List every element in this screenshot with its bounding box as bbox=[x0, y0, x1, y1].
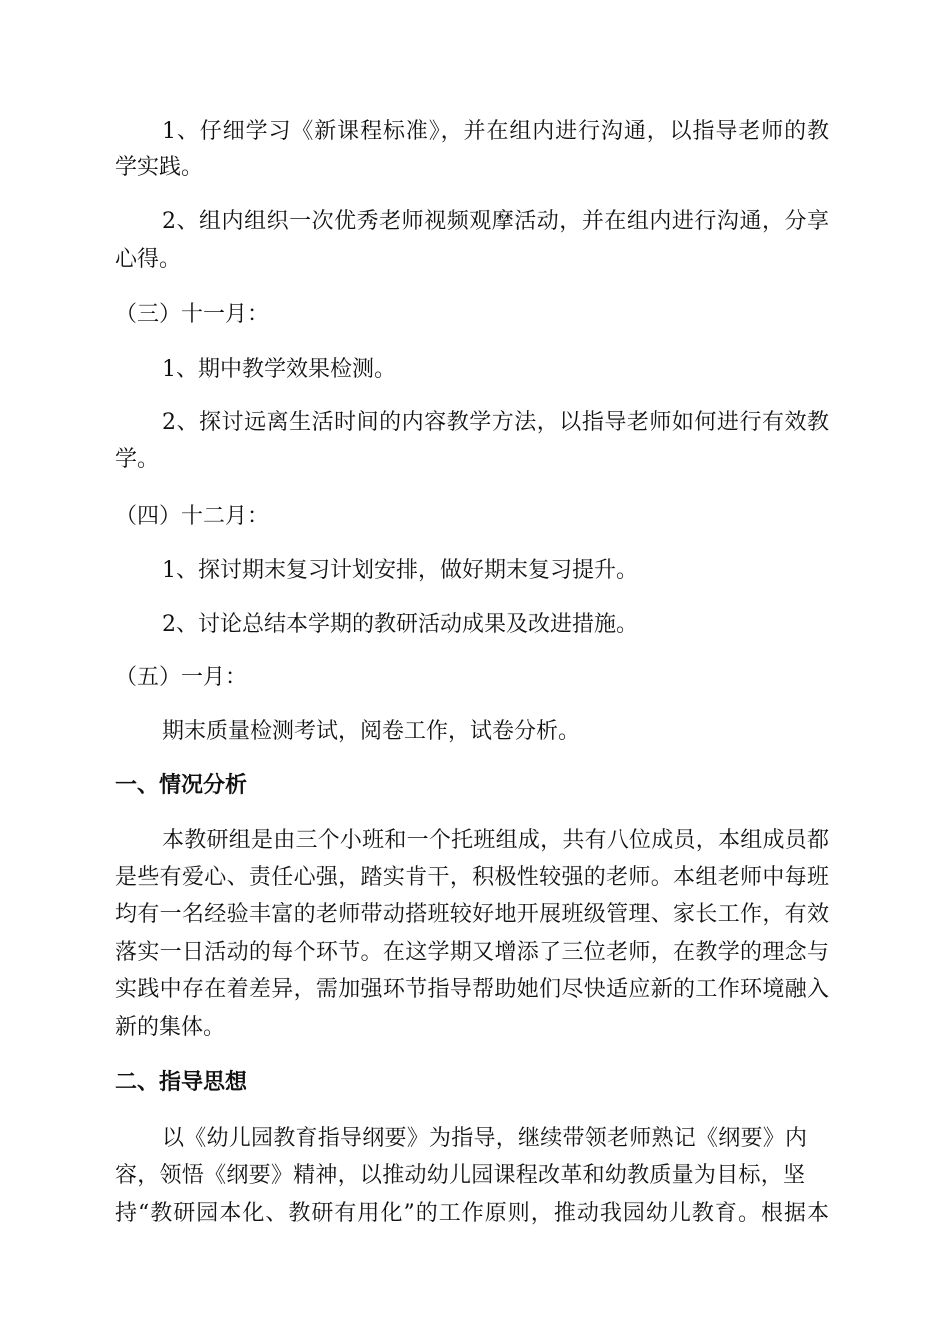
body-line: 学。 bbox=[115, 447, 160, 472]
section-heading-situation-analysis: 一、情况分析 bbox=[115, 773, 248, 798]
body-line: 期末质量检测考试，阅卷工作，试卷分析。 bbox=[162, 719, 581, 744]
body-line: 以《幼儿园教育指导纲要》为指导，继续带领老师熟记《纲要》内 bbox=[162, 1126, 807, 1151]
body-line: 落实一日活动的每个环节。在这学期又增添了三位老师，在教学的理念与 bbox=[115, 940, 829, 965]
subheading-december: （四）十二月： bbox=[115, 504, 270, 529]
body-line: 是些有爱心、责任心强，踏实肯干，积极性较强的老师。本组老师中每班 bbox=[115, 865, 829, 890]
body-line: 本教研组是由三个小班和一个托班组成，共有八位成员，本组成员都 bbox=[162, 828, 829, 853]
body-line: 1、探讨期末复习计划安排，做好期末复习提升。 bbox=[162, 558, 638, 583]
body-line: 持“教研园本化、教研有用化”的工作原则，推动我园幼儿教育。根据本 bbox=[115, 1201, 829, 1226]
body-line: 新的集体。 bbox=[115, 1015, 226, 1040]
subheading-november: （三）十一月： bbox=[115, 302, 270, 327]
body-line: 心得。 bbox=[115, 247, 182, 272]
body-line: 学实践。 bbox=[115, 155, 204, 180]
body-line: 容，领悟《纲要》精神，以推动幼儿园课程改革和幼教质量为目标，坚 bbox=[115, 1163, 805, 1188]
body-line: 2、探讨远离生活时间的内容教学方法，以指导老师如何进行有效教 bbox=[162, 410, 829, 435]
body-line: 实践中存在着差异，需加强环节指导帮助她们尽快适应新的工作环境融入 bbox=[115, 977, 829, 1002]
body-line: 1、期中教学效果检测。 bbox=[162, 357, 396, 382]
subheading-january: （五）一月： bbox=[115, 665, 248, 690]
body-line: 2、讨论总结本学期的教研活动成果及改进措施。 bbox=[162, 612, 638, 637]
section-heading-guiding-ideology: 二、指导思想 bbox=[115, 1070, 248, 1095]
body-line: 2、组内组织一次优秀老师视频观摩活动，并在组内进行沟通，分享 bbox=[162, 209, 829, 234]
body-line: 均有一名经验丰富的老师带动搭班较好地开展班级管理、家长工作，有效 bbox=[115, 902, 829, 927]
body-line: 1、仔细学习《新课程标准》，并在组内进行沟通，以指导老师的教 bbox=[162, 119, 829, 144]
